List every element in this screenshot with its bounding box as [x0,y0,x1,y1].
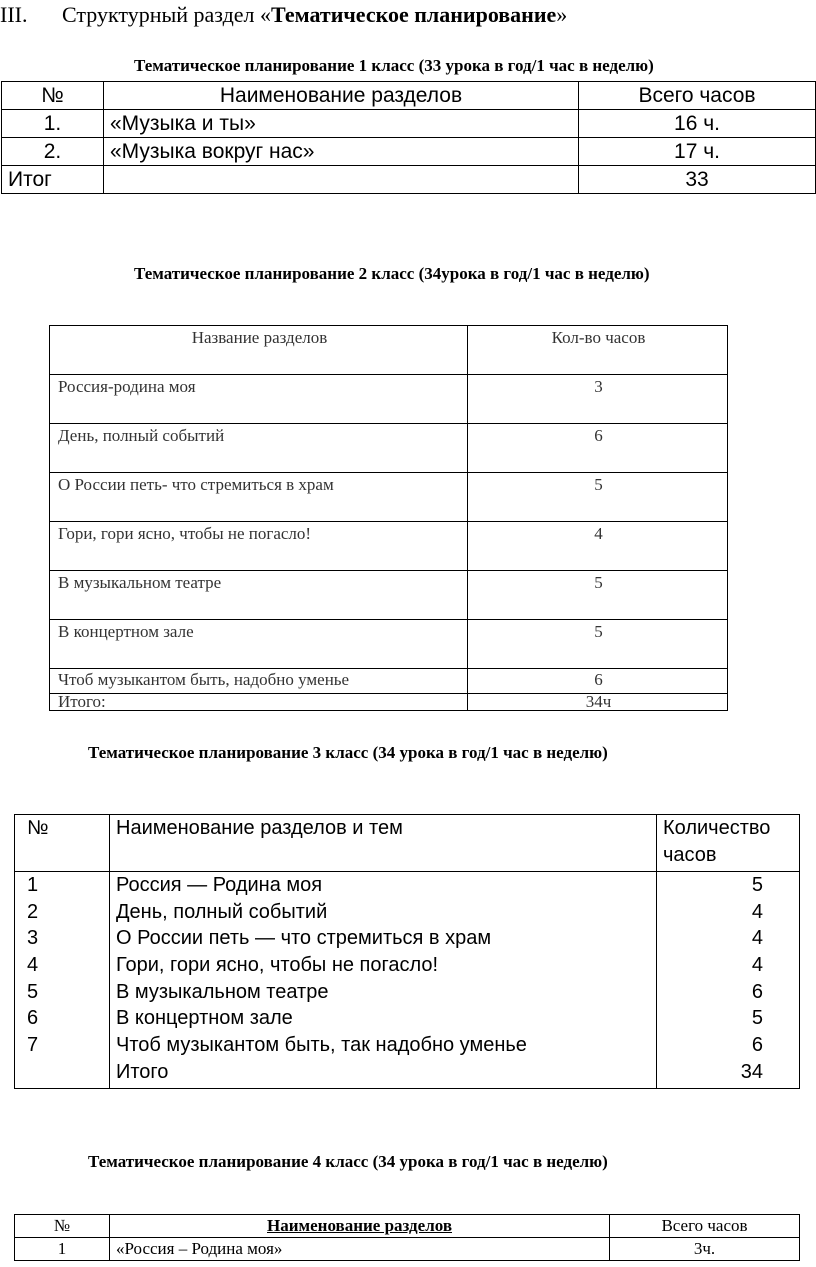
numbers-column [15,872,110,1089]
section-prefix: Структурный раздел « [62,2,272,27]
row-hours: 4 [751,927,763,950]
section-number: III. [0,2,28,27]
header-cell: Всего часов [610,1215,800,1238]
row-title: Чтоб музыкантом быть, надобно уменье [50,669,468,694]
table-header-row [15,815,800,872]
table-header-row [2,82,816,110]
row-hours: 3 [468,375,728,424]
table-row [50,522,728,571]
table4 [14,1214,800,1261]
table-row [50,473,728,522]
row-hours: 5 [751,1007,763,1030]
row-number: 1 [15,1238,110,1261]
header-cell: Наименование разделов и тем [110,815,657,872]
header-cell: Название разделов [50,326,468,375]
header-line: Количество [663,817,771,839]
row-title: В музыкальном театре [50,571,468,620]
row-hours: 4 [751,900,763,923]
row-hours: 3ч. [610,1238,800,1261]
row-number: 6 [27,1007,39,1030]
row-number: 1. [2,110,104,138]
header-cell: Наименование разделов [110,1215,610,1238]
header-line: часов [663,843,717,866]
table2 [49,325,728,711]
total-value: 33 [579,166,816,194]
header-cell: Кол-во часов [468,326,728,375]
header-cell: Наименование разделов [104,82,579,110]
hours-column [657,872,800,1089]
table-row [50,620,728,669]
row-hours: 5 [468,620,728,669]
row-title: «Россия – Родина моя» [110,1238,610,1261]
header-cell: № [15,1215,110,1238]
row-hours: 16 ч. [579,110,816,138]
row-title: В концертном зале [116,1007,293,1030]
total-row [2,166,816,194]
table-header-row [15,1215,800,1238]
table-row [50,669,728,694]
total-label: Итого: [50,694,468,711]
total-value: 34 [740,1060,763,1083]
row-number: 3 [27,927,39,950]
row-title: Россия-родина моя [50,375,468,424]
section-suffix: » [556,2,568,27]
row-title: О России петь — что стремиться в храм [116,927,492,950]
section-heading [0,2,567,28]
row-title: Гори, гори ясно, чтобы не погасло! [116,954,439,977]
header-cell: № [2,82,104,110]
section-title: Тематическое планирование [271,2,557,27]
row-title: В концертном зале [50,620,468,669]
row-number: 2. [2,138,104,166]
row-number: 1 [27,874,39,896]
table-row [2,110,816,138]
total-empty [104,166,579,194]
total-value: 34ч [468,694,728,711]
table3 [14,814,800,1089]
table2-caption: Тематическое планирование 2 класс (34урока в год/1 час в неделю) [134,264,650,283]
row-title: Гори, гори ясно, чтобы не погасло! [50,522,468,571]
row-hours: 4 [751,954,763,977]
row-number: 2 [27,900,39,923]
row-hours: 6 [468,424,728,473]
header-cell: Всего часов [579,82,816,110]
row-hours: 5 [751,874,763,896]
total-label: Итог [2,166,104,194]
table-row [15,1238,800,1261]
titles-column [110,872,657,1089]
header-cell: № [15,815,110,872]
table1-caption: Тематическое планирование 1 класс (33 урока в год/1 час в неделю) [134,56,654,75]
row-title: День, полный событий [116,900,328,923]
row-title: Россия — Родина моя [116,874,323,896]
row-title: «Музыка вокруг нас» [104,138,579,166]
table4-caption: Тематическое планирование 4 класс (34 урока в год/1 час в неделю) [88,1152,608,1171]
row-hours: 6 [468,669,728,694]
row-title: О России петь- что стремиться в храм [50,473,468,522]
row-hours: 5 [468,473,728,522]
table-row [50,571,728,620]
row-hours: 4 [468,522,728,571]
row-title: День, полный событий [50,424,468,473]
row-hours: 17 ч. [579,138,816,166]
row-title: «Музыка и ты» [104,110,579,138]
row-number: 4 [27,954,39,977]
row-number: 5 [27,980,39,1003]
row-title: Чтоб музыкантом быть, так надобно уменье [116,1034,527,1057]
table-body-row [15,872,800,1089]
table-row [50,424,728,473]
table-row [2,138,816,166]
table1 [1,81,816,194]
table3-caption: Тематическое планирование 3 класс (34 урока в год/1 час в неделю) [88,743,608,762]
row-hours: 6 [751,980,763,1003]
total-label: Итого [116,1060,169,1083]
total-row [50,694,728,711]
row-title: В музыкальном театре [116,980,329,1003]
table-header-row [50,326,728,375]
header-cell [657,815,800,872]
row-hours: 6 [751,1034,763,1057]
row-hours: 5 [468,571,728,620]
row-number: 7 [27,1034,39,1057]
table-row [50,375,728,424]
